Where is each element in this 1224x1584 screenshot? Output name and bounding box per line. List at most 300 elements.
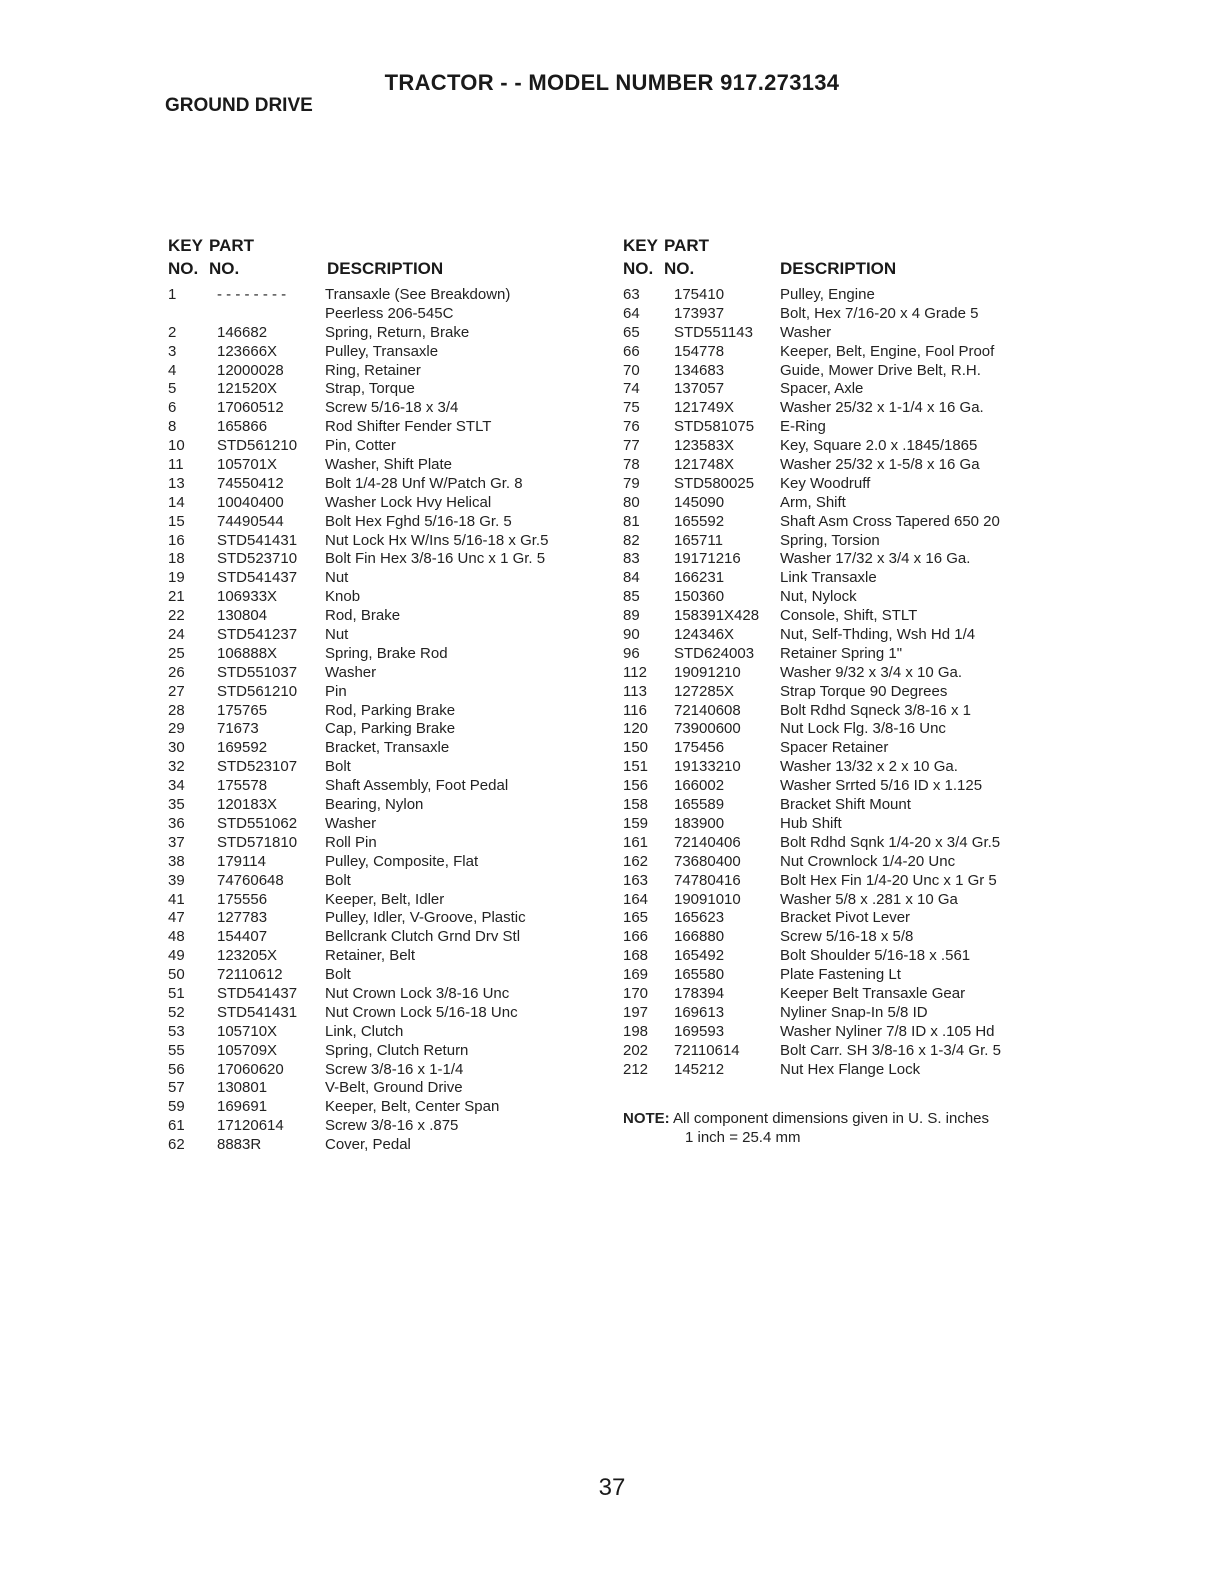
key-no: 61 — [168, 1117, 185, 1135]
table-row — [165, 1023, 605, 1042]
part-no: STD523107 — [217, 758, 298, 776]
key-no: 113 — [623, 682, 647, 700]
part-no: 106933X — [217, 588, 278, 606]
table-row — [165, 494, 605, 513]
note-text: All component dimensions given in U. S. inches — [673, 1110, 990, 1127]
key-no: 35 — [168, 796, 185, 814]
description: Bolt — [325, 871, 351, 889]
key-no: 37 — [168, 833, 185, 851]
description-header: DESCRIPTION — [327, 259, 444, 278]
key-no: 48 — [168, 928, 185, 946]
key-no: 74 — [623, 380, 640, 398]
description: Bracket, Transaxle — [325, 739, 450, 757]
part-no: STD541437 — [217, 984, 298, 1002]
key-no: 11 — [168, 456, 184, 474]
key-no: 81 — [623, 512, 640, 530]
part-no: 158391X428 — [674, 607, 760, 625]
key-no: 83 — [623, 550, 640, 568]
part-no: 165866 — [217, 418, 268, 436]
key-no: 170 — [623, 984, 649, 1002]
description: Roll Pin — [325, 833, 377, 851]
description: Nut Crownlock 1/4-20 Unc — [780, 852, 956, 870]
key-no: 25 — [168, 644, 185, 662]
key-no: 78 — [623, 456, 640, 474]
table-row — [165, 1136, 605, 1155]
key-no: 24 — [168, 626, 185, 644]
table-row — [165, 720, 605, 739]
description: Nut Hex Flange Lock — [780, 1060, 921, 1078]
part-no: 154778 — [674, 342, 725, 360]
description: Bolt Hex Fghd 5/16-18 Gr. 5 — [325, 512, 512, 530]
table-row — [620, 1061, 1070, 1080]
key-no: 34 — [168, 777, 185, 795]
table-row — [620, 702, 1070, 721]
table-row — [620, 1042, 1070, 1061]
key-no: 28 — [168, 701, 185, 719]
key-no: 49 — [168, 947, 185, 965]
part-no: STD541437 — [217, 569, 298, 587]
part-no: 175410 — [674, 286, 725, 303]
part-no: 166880 — [674, 928, 725, 946]
description: Keeper, Belt, Idler — [325, 890, 445, 908]
description: Washer 25/32 x 1-1/4 x 16 Ga. — [780, 399, 984, 417]
table-row — [165, 324, 605, 343]
key-no: 79 — [623, 474, 640, 492]
key-no: 26 — [168, 663, 185, 681]
description: Arm, Shift — [780, 493, 846, 511]
table-row — [620, 664, 1070, 683]
part-no: 10040400 — [217, 493, 284, 511]
description: Bracket Shift Mount — [780, 796, 911, 814]
table-row — [620, 513, 1070, 532]
part-no: 72110612 — [217, 966, 283, 984]
part-no: 17120614 — [217, 1117, 284, 1135]
table-row — [165, 966, 605, 985]
key-no: 19 — [168, 569, 185, 587]
key-no: 41 — [168, 890, 185, 908]
table-row — [165, 891, 605, 910]
key-no: 13 — [168, 474, 185, 492]
table-row — [620, 324, 1070, 343]
part-no: 124346X — [674, 626, 735, 644]
table-row — [620, 739, 1070, 758]
key-no: 62 — [168, 1136, 185, 1154]
key-no: 57 — [168, 1079, 185, 1097]
part-no: 121749X — [674, 399, 735, 417]
column-header — [165, 236, 605, 286]
description: Key Woodruff — [780, 474, 871, 492]
table-row — [620, 305, 1070, 324]
key-no: 66 — [623, 342, 640, 360]
part-no: 165589 — [674, 796, 725, 814]
part-no: 74490544 — [217, 512, 284, 530]
key-no: 18 — [168, 550, 185, 568]
table-row — [620, 456, 1070, 475]
table-row — [165, 702, 605, 721]
table-row — [165, 550, 605, 569]
key-no: 202 — [623, 1041, 649, 1059]
key-no: 80 — [623, 493, 640, 511]
key-no: 163 — [623, 871, 649, 889]
description: Nut Crown Lock 3/8-16 Unc — [325, 984, 510, 1002]
part-no-header: NO. — [209, 259, 240, 278]
table-row — [165, 645, 605, 664]
part-no: 169691 — [217, 1098, 268, 1116]
key-no: 165 — [623, 909, 649, 927]
key-no: 30 — [168, 739, 185, 757]
key-no: 50 — [168, 966, 185, 984]
key-no: 75 — [623, 399, 640, 417]
key-no: 198 — [623, 1022, 649, 1040]
part-no: 19133210 — [674, 758, 741, 776]
key-no: 3 — [168, 342, 177, 360]
description: Cap, Parking Brake — [325, 720, 456, 738]
part-no: STD523710 — [217, 550, 298, 568]
table-row — [620, 966, 1070, 985]
part-no: 127285X — [674, 682, 735, 700]
note-conversion: 1 inch = 25.4 mm — [685, 1129, 801, 1146]
part-no: 72110614 — [674, 1041, 740, 1059]
key-no: 168 — [623, 947, 649, 965]
part-no: 12000028 — [217, 361, 284, 379]
key-no-header: NO. — [623, 259, 654, 278]
description: Shaft Asm Cross Tapered 650 20 — [780, 512, 1000, 530]
description-header: DESCRIPTION — [780, 259, 897, 278]
part-no: 165711 — [674, 531, 723, 549]
table-row — [165, 437, 605, 456]
part-header: PART — [209, 236, 255, 255]
key-no: 47 — [168, 909, 185, 927]
part-no: 145090 — [674, 493, 725, 511]
key-no: 32 — [168, 758, 185, 776]
key-no: 169 — [623, 966, 649, 984]
part-no: 175765 — [217, 701, 268, 719]
part-no: 106888X — [217, 644, 278, 662]
part-no: 17060620 — [217, 1060, 284, 1078]
part-no: 71673 — [217, 720, 259, 738]
key-no: 151 — [623, 758, 649, 776]
column-header — [620, 236, 1070, 286]
description: Console, Shift, STLT — [780, 607, 918, 625]
table-row — [620, 872, 1070, 891]
table-row — [620, 796, 1070, 815]
key-no: 158 — [623, 796, 649, 814]
table-row — [165, 947, 605, 966]
table-row — [620, 550, 1070, 569]
table-row — [620, 494, 1070, 513]
key-no: 5 — [168, 380, 177, 398]
part-no: 123666X — [217, 342, 278, 360]
description: Retainer, Belt — [325, 947, 416, 965]
description: Spacer, Axle — [780, 380, 864, 398]
key-no: 59 — [168, 1098, 185, 1116]
description: Bolt, Hex 7/16-20 x 4 Grade 5 — [780, 304, 979, 322]
table-row — [165, 1098, 605, 1117]
part-no: STD624003 — [674, 644, 755, 662]
key-no: 56 — [168, 1060, 185, 1078]
table-row — [620, 985, 1070, 1004]
table-row — [165, 569, 605, 588]
description: Washer 17/32 x 3/4 x 16 Ga. — [780, 550, 971, 568]
table-row — [165, 1117, 605, 1136]
parts-list-left — [165, 236, 605, 1155]
part-no: 105710X — [217, 1022, 278, 1040]
parts-list-right — [620, 236, 1070, 1079]
key-no: 64 — [623, 304, 640, 322]
key-no: 82 — [623, 531, 640, 549]
description: Strap, Torque — [325, 380, 415, 398]
key-no: 53 — [168, 1022, 185, 1040]
table-row — [165, 607, 605, 626]
description: Bellcrank Clutch Grnd Drv Stl — [325, 928, 521, 946]
note-label: NOTE: — [623, 1110, 670, 1127]
table-row — [165, 343, 605, 362]
table-row — [165, 777, 605, 796]
table-row — [620, 683, 1070, 702]
key-header: KEY — [168, 236, 203, 255]
part-no: STD561210 — [217, 437, 298, 455]
key-no: 36 — [168, 814, 185, 832]
description: Plate Fastening Lt — [780, 966, 901, 984]
key-no: 77 — [623, 437, 640, 455]
table-row — [620, 758, 1070, 777]
key-no: 16 — [168, 531, 185, 549]
description: Pulley, Composite, Flat — [325, 852, 479, 870]
description: Washer Srrted 5/16 ID x 1.125 — [780, 777, 983, 795]
description: Nut, Self-Thding, Wsh Hd 1/4 — [780, 626, 976, 644]
table-row — [165, 758, 605, 777]
description: Pin, Cotter — [325, 437, 396, 455]
key-no: 14 — [168, 493, 185, 511]
key-no: 55 — [168, 1041, 185, 1059]
table-row — [620, 286, 1070, 305]
part-no: STD541431 — [217, 531, 298, 549]
table-row — [165, 305, 605, 324]
table-row — [620, 343, 1070, 362]
key-no: 162 — [623, 852, 649, 870]
table-row — [620, 834, 1070, 853]
table-row — [165, 853, 605, 872]
description: Washer, Shift Plate — [325, 456, 453, 474]
table-row — [620, 437, 1070, 456]
key-no: 159 — [623, 814, 649, 832]
key-no: 10 — [168, 437, 185, 455]
description: Nut Lock Flg. 3/8-16 Unc — [780, 720, 946, 738]
key-no: 8 — [168, 418, 177, 436]
table-row — [620, 475, 1070, 494]
description: Spring, Clutch Return — [325, 1041, 469, 1059]
table-row — [620, 399, 1070, 418]
part-no: 74550412 — [217, 474, 284, 492]
part-no: 165623 — [674, 909, 725, 927]
part-no: 169592 — [217, 739, 268, 757]
table-row — [165, 928, 605, 947]
key-no: 22 — [168, 607, 185, 625]
table-row — [165, 626, 605, 645]
description: Rod, Parking Brake — [325, 701, 456, 719]
table-row — [620, 532, 1070, 551]
description: Bolt Rdhd Sqneck 3/8-16 x 1 — [780, 701, 971, 719]
part-no: STD551062 — [217, 814, 298, 832]
key-no: 1 — [168, 286, 177, 303]
table-row — [165, 513, 605, 532]
description: Spacer Retainer — [780, 739, 889, 757]
table-row — [165, 909, 605, 928]
key-no: 21 — [168, 588, 185, 606]
table-row — [165, 456, 605, 475]
description: Bearing, Nylon — [325, 796, 424, 814]
table-row — [165, 739, 605, 758]
key-no: 156 — [623, 777, 649, 795]
description: Rod, Brake — [325, 607, 401, 625]
table-row — [165, 872, 605, 891]
table-row — [620, 626, 1070, 645]
description: V-Belt, Ground Drive — [325, 1079, 463, 1097]
part-no: 120183X — [217, 796, 278, 814]
table-row — [165, 985, 605, 1004]
description: Bolt Carr. SH 3/8-16 x 1-3/4 Gr. 5 — [780, 1041, 1001, 1059]
description: Pulley, Engine — [780, 286, 875, 303]
table-row — [620, 891, 1070, 910]
table-row — [620, 1023, 1070, 1042]
part-no: 175556 — [217, 890, 268, 908]
description: Spring, Torsion — [780, 531, 880, 549]
part-no-header: NO. — [664, 259, 695, 278]
page-title: TRACTOR - - MODEL NUMBER 917.273134 — [384, 70, 840, 95]
description: E-Ring — [780, 418, 826, 436]
description: Bolt — [325, 758, 351, 776]
part-no: 72140406 — [674, 833, 741, 851]
part-no: 121520X — [217, 380, 278, 398]
table-row — [165, 1042, 605, 1061]
description: Nut — [325, 626, 349, 644]
table-row — [165, 399, 605, 418]
table-row — [620, 1004, 1070, 1023]
part-no: 166231 — [674, 569, 725, 587]
key-no: 6 — [168, 399, 177, 417]
key-no: 116 — [623, 701, 647, 719]
description: Nut — [325, 569, 349, 587]
page-number: 37 — [598, 1474, 626, 1501]
description: Nut Lock Hx W/Ins 5/16-18 x Gr.5 — [325, 531, 549, 549]
key-no: 96 — [623, 644, 640, 662]
part-no: STD541237 — [217, 626, 298, 644]
part-no: 105701X — [217, 456, 278, 474]
description: Ring, Retainer — [325, 361, 421, 379]
table-row — [620, 777, 1070, 796]
table-row — [165, 796, 605, 815]
description: Screw 5/16-18 x 5/8 — [780, 928, 914, 946]
description: Bolt Hex Fin 1/4-20 Unc x 1 Gr 5 — [780, 871, 997, 889]
key-no: 27 — [168, 682, 185, 700]
description: Bolt Rdhd Sqnk 1/4-20 x 3/4 Gr.5 — [780, 833, 1001, 851]
key-no: 51 — [168, 984, 185, 1002]
table-row — [165, 362, 605, 381]
part-no: 175456 — [674, 739, 725, 757]
key-no: 2 — [168, 323, 177, 341]
description: Washer 25/32 x 1-5/8 x 16 Ga — [780, 456, 980, 474]
part-no: 123205X — [217, 947, 278, 965]
description: Link Transaxle — [780, 569, 877, 587]
key-no: 85 — [623, 588, 640, 606]
part-no: 73900600 — [674, 720, 741, 738]
key-no: 70 — [623, 361, 640, 379]
description: Washer — [780, 323, 832, 341]
description: Transaxle (See Breakdown) — [325, 286, 511, 303]
part-no: 150360 — [674, 588, 725, 606]
table-row — [165, 286, 605, 305]
description: Washer 13/32 x 2 x 10 Ga. — [780, 758, 958, 776]
part-header: PART — [664, 236, 710, 255]
part-no: 8883R — [217, 1136, 262, 1154]
description: Pulley, Idler, V-Groove, Plastic — [325, 909, 526, 927]
key-no: 39 — [168, 871, 185, 889]
description: Screw 3/8-16 x .875 — [325, 1117, 459, 1135]
table-row — [165, 834, 605, 853]
table-row — [620, 418, 1070, 437]
key-no: 65 — [623, 323, 640, 341]
part-no: 72140608 — [674, 701, 741, 719]
description: Pulley, Transaxle — [325, 342, 439, 360]
description: Cover, Pedal — [325, 1136, 411, 1154]
description: Strap Torque 90 Degrees — [780, 682, 948, 700]
part-no: 121748X — [674, 456, 735, 474]
part-no: 173937 — [674, 304, 725, 322]
key-no: 4 — [168, 361, 177, 379]
section-title: GROUND DRIVE — [165, 95, 313, 116]
description: Washer — [325, 663, 377, 681]
description: Keeper, Belt, Engine, Fool Proof — [780, 342, 995, 360]
description: Bolt Shoulder 5/16-18 x .561 — [780, 947, 971, 965]
description: Key, Square 2.0 x .1845/1865 — [780, 437, 978, 455]
part-no: 130801 — [217, 1079, 268, 1097]
part-no: 169593 — [674, 1022, 725, 1040]
description: Retainer Spring 1" — [780, 644, 903, 662]
part-no: 165492 — [674, 947, 725, 965]
table-row — [620, 909, 1070, 928]
part-no: 175578 — [217, 777, 268, 795]
part-no: STD580025 — [674, 474, 755, 492]
description: Screw 3/8-16 x 1-1/4 — [325, 1060, 464, 1078]
part-no: 146682 — [217, 323, 268, 341]
key-no: 38 — [168, 852, 185, 870]
part-no: 73680400 — [674, 852, 741, 870]
description: Keeper Belt Transaxle Gear — [780, 984, 966, 1002]
description: Bolt — [325, 966, 351, 984]
table-row — [165, 532, 605, 551]
key-no: 150 — [623, 739, 649, 757]
key-no-header: NO. — [168, 259, 199, 278]
description: Nyliner Snap-In 5/8 ID — [780, 1003, 928, 1021]
description: Guide, Mower Drive Belt, R.H. — [780, 361, 981, 379]
parts-rows — [165, 286, 605, 1155]
part-no: 134683 — [674, 361, 725, 379]
table-row — [620, 853, 1070, 872]
table-row — [165, 588, 605, 607]
key-no: 89 — [623, 607, 640, 625]
table-row — [165, 1004, 605, 1023]
dimension-note — [623, 1110, 989, 1146]
table-row — [620, 380, 1070, 399]
key-no: 212 — [623, 1060, 649, 1078]
key-no: 197 — [623, 1003, 649, 1021]
part-no: 169613 — [674, 1003, 725, 1021]
table-row — [620, 947, 1070, 966]
table-row — [165, 683, 605, 702]
table-row — [165, 1061, 605, 1080]
key-no: 112 — [623, 663, 647, 681]
part-no: STD571810 — [217, 833, 298, 851]
